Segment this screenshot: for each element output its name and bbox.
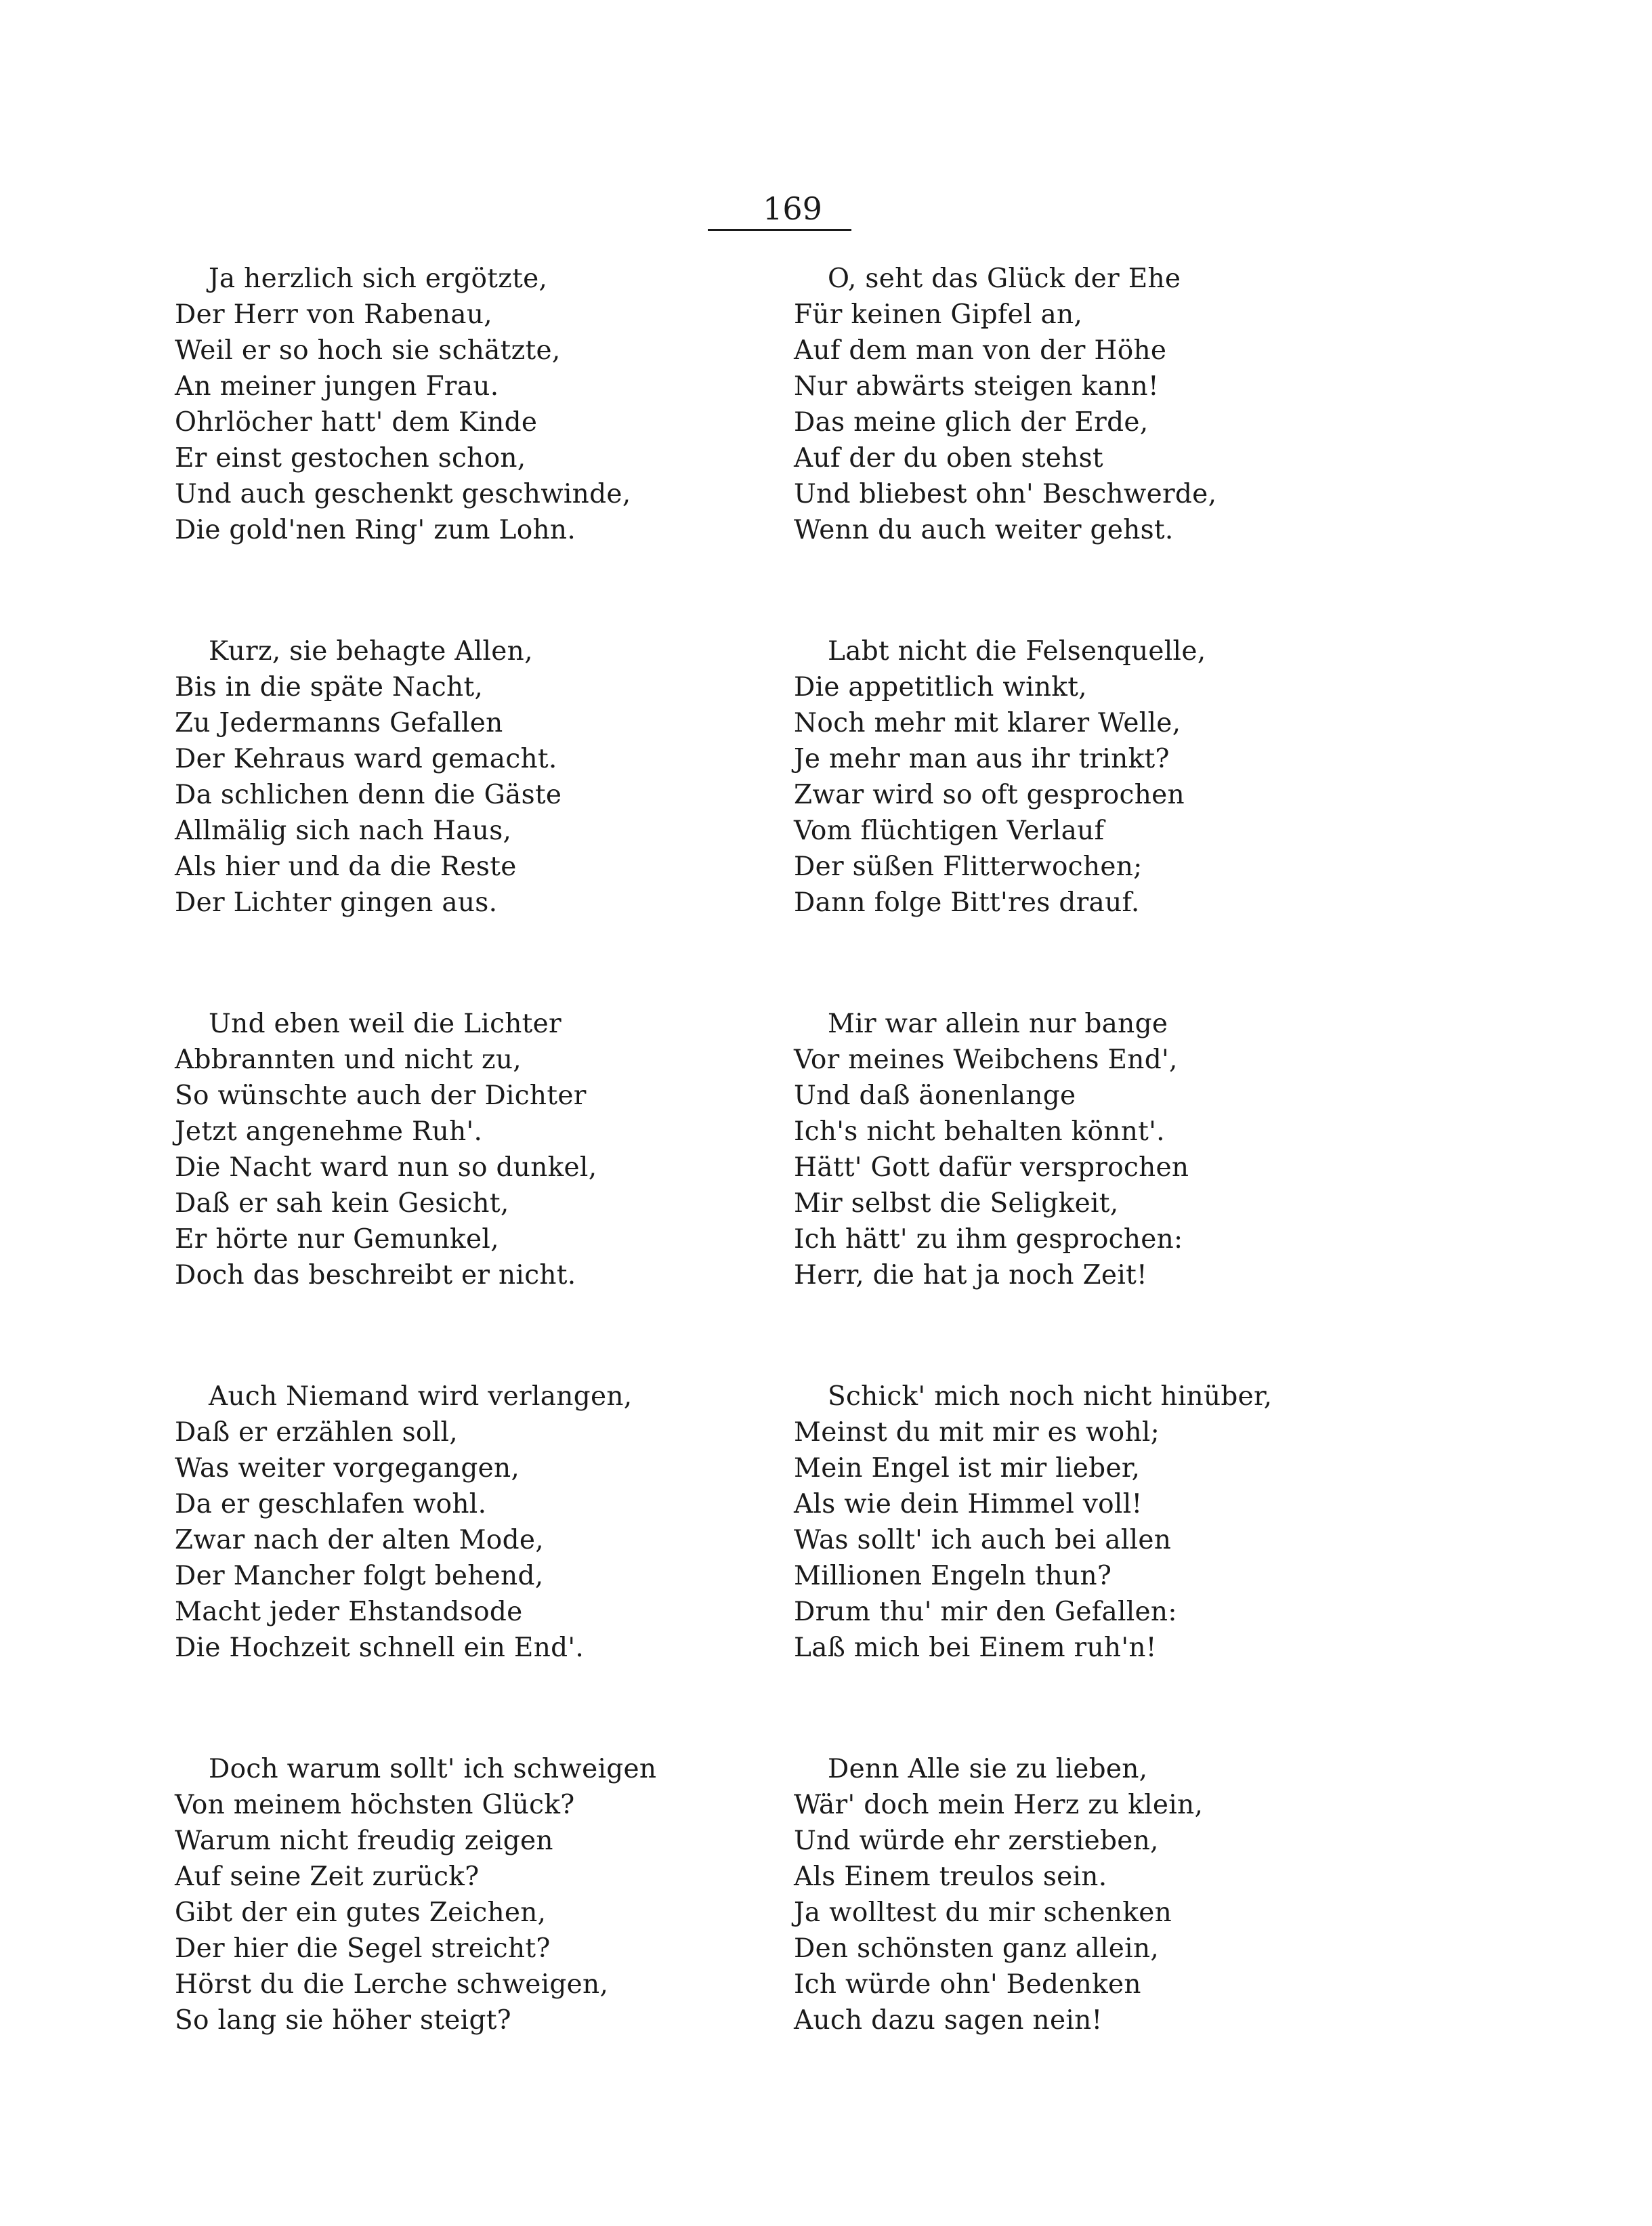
verse-line: Noch mehr mit klarer Welle, bbox=[794, 708, 1181, 738]
verse-line: O, seht das Glück der Ehe bbox=[828, 264, 1181, 294]
verse-line: Der süßen Flitterwochen; bbox=[794, 852, 1143, 882]
verse-line: Da schlichen denn die Gäste bbox=[175, 780, 562, 810]
verse-line: Herr, die hat ja noch Zeit! bbox=[794, 1260, 1148, 1290]
verse-line: Auf seine Zeit zurück? bbox=[175, 1862, 480, 1892]
header-rule bbox=[708, 229, 851, 231]
stanza bbox=[794, 1006, 1471, 1293]
stanza bbox=[794, 261, 1471, 548]
stanza bbox=[175, 633, 784, 921]
verse-line: Auch dazu sagen nein! bbox=[794, 2005, 1103, 2036]
verse-line: Die gold'nen Ring' zum Lohn. bbox=[175, 515, 576, 545]
page-number: 169 bbox=[763, 190, 822, 227]
verse-line: Ja wolltest du mir schenken bbox=[794, 1897, 1172, 1928]
verse-line: So lang sie höher steigt? bbox=[175, 2005, 511, 2036]
verse-line: Doch das beschreibt er nicht. bbox=[175, 1260, 576, 1290]
verse-line: Drum thu' mir den Gefallen: bbox=[794, 1597, 1177, 1627]
verse-line: Zu Jedermanns Gefallen bbox=[175, 708, 503, 738]
verse-line: Als wie dein Himmel voll! bbox=[794, 1489, 1143, 1519]
verse-line: Der Herr von Rabenau, bbox=[175, 299, 492, 330]
stanza bbox=[794, 1379, 1471, 1666]
verse-line: Dann folge Bitt'res drauf. bbox=[794, 887, 1140, 918]
verse-line: Als Einem treulos sein. bbox=[794, 1862, 1107, 1892]
verse-line: Da er geschlafen wohl. bbox=[175, 1489, 487, 1519]
verse-line: Doch warum sollt' ich schweigen bbox=[209, 1754, 657, 1784]
verse-line: Für keinen Gipfel an, bbox=[794, 299, 1083, 330]
verse-line: Je mehr man aus ihr trinkt? bbox=[794, 744, 1170, 774]
verse-line: Jetzt angenehme Ruh'. bbox=[175, 1116, 483, 1147]
verse-line: Der Mancher folgt behend, bbox=[175, 1561, 544, 1591]
verse-line: Ich's nicht behalten könnt'. bbox=[794, 1116, 1165, 1147]
verse-line: Mir selbst die Seligkeit, bbox=[794, 1188, 1119, 1219]
stanza bbox=[794, 1751, 1471, 2038]
verse-line: An meiner jungen Frau. bbox=[175, 371, 499, 402]
verse-line: Ohrlöcher hatt' dem Kinde bbox=[175, 407, 538, 438]
verse-line: Das meine glich der Erde, bbox=[794, 407, 1149, 438]
verse-line: Zwar wird so oft gesprochen bbox=[794, 780, 1185, 810]
verse-line: Nur abwärts steigen kann! bbox=[794, 371, 1159, 402]
stanza bbox=[175, 261, 784, 548]
verse-line: Daß er sah kein Gesicht, bbox=[175, 1188, 509, 1219]
verse-line: Schick' mich noch nicht hinüber, bbox=[828, 1381, 1273, 1412]
verse-line: Was weiter vorgegangen, bbox=[175, 1453, 520, 1484]
stanza bbox=[175, 1006, 784, 1293]
verse-line: Er hörte nur Gemunkel, bbox=[175, 1224, 499, 1255]
verse-line: Ja herzlich sich ergötzte, bbox=[209, 264, 548, 294]
verse-line: Meinst du mit mir es wohl; bbox=[794, 1417, 1160, 1448]
verse-line: Und daß äonenlange bbox=[794, 1080, 1076, 1111]
verse-line: Labt nicht die Felsenquelle, bbox=[828, 636, 1206, 667]
verse-line: Und würde ehr zerstieben, bbox=[794, 1826, 1159, 1856]
verse-line: Den schönsten ganz allein, bbox=[794, 1933, 1160, 1964]
verse-line: So wünschte auch der Dichter bbox=[175, 1080, 587, 1111]
verse-line: Von meinem höchsten Glück? bbox=[175, 1790, 575, 1820]
verse-line: Abbrannten und nicht zu, bbox=[175, 1045, 522, 1075]
verse-line: Denn Alle sie zu lieben, bbox=[828, 1754, 1148, 1784]
stanza bbox=[175, 1379, 784, 1666]
verse-line: Ich hätt' zu ihm gesprochen: bbox=[794, 1224, 1183, 1255]
verse-line: Die appetitlich winkt, bbox=[794, 672, 1087, 702]
verse-line: Vor meines Weibchens End', bbox=[794, 1045, 1178, 1075]
verse-line: Und auch geschenkt geschwinde, bbox=[175, 479, 631, 509]
stanza bbox=[794, 633, 1471, 921]
verse-line: Vom flüchtigen Verlauf bbox=[794, 816, 1105, 846]
verse-line: Er einst gestochen schon, bbox=[175, 443, 526, 474]
verse-line: Auf der du oben stehst bbox=[794, 443, 1103, 474]
right-column bbox=[794, 261, 1471, 2124]
verse-line: Wenn du auch weiter gehst. bbox=[794, 515, 1174, 545]
stanza bbox=[175, 1751, 784, 2038]
verse-line: Warum nicht freudig zeigen bbox=[175, 1826, 553, 1856]
verse-line: Und bliebest ohn' Beschwerde, bbox=[794, 479, 1217, 509]
verse-line: Daß er erzählen soll, bbox=[175, 1417, 458, 1448]
verse-line: Und eben weil die Lichter bbox=[209, 1009, 562, 1039]
verse-line: Der Lichter gingen aus. bbox=[175, 887, 498, 918]
verse-line: Was sollt' ich auch bei allen bbox=[794, 1525, 1172, 1555]
verse-line: Mir war allein nur bange bbox=[828, 1009, 1168, 1039]
verse-line: Weil er so hoch sie schätzte, bbox=[175, 335, 561, 366]
verse-line: Der Kehraus ward gemacht. bbox=[175, 744, 557, 774]
verse-line: Bis in die späte Nacht, bbox=[175, 672, 484, 702]
verse-line: Ich würde ohn' Bedenken bbox=[794, 1969, 1141, 2000]
verse-line: Als hier und da die Reste bbox=[175, 852, 517, 882]
verse-line: Mein Engel ist mir lieber, bbox=[794, 1453, 1141, 1484]
verse-line: Kurz, sie behagte Allen, bbox=[209, 636, 533, 667]
verse-line: Gibt der ein gutes Zeichen, bbox=[175, 1897, 547, 1928]
verse-line: Auch Niemand wird verlangen, bbox=[209, 1381, 633, 1412]
verse-line: Der hier die Segel streicht? bbox=[175, 1933, 551, 1964]
verse-line: Hörst du die Lerche schweigen, bbox=[175, 1969, 609, 2000]
verse-line: Auf dem man von der Höhe bbox=[794, 335, 1167, 366]
verse-line: Die Hochzeit schnell ein End'. bbox=[175, 1633, 585, 1663]
verse-line: Macht jeder Ehstandsode bbox=[175, 1597, 523, 1627]
verse-line: Wär' doch mein Herz zu klein, bbox=[794, 1790, 1204, 1820]
verse-line: Die Nacht ward nun so dunkel, bbox=[175, 1152, 597, 1183]
verse-line: Millionen Engeln thun? bbox=[794, 1561, 1112, 1591]
verse-line: Zwar nach der alten Mode, bbox=[175, 1525, 544, 1555]
verse-line: Hätt' Gott dafür versprochen bbox=[794, 1152, 1189, 1183]
verse-line: Allmälig sich nach Haus, bbox=[175, 816, 512, 846]
left-column bbox=[175, 261, 784, 2124]
verse-line: Laß mich bei Einem ruh'n! bbox=[794, 1633, 1157, 1663]
